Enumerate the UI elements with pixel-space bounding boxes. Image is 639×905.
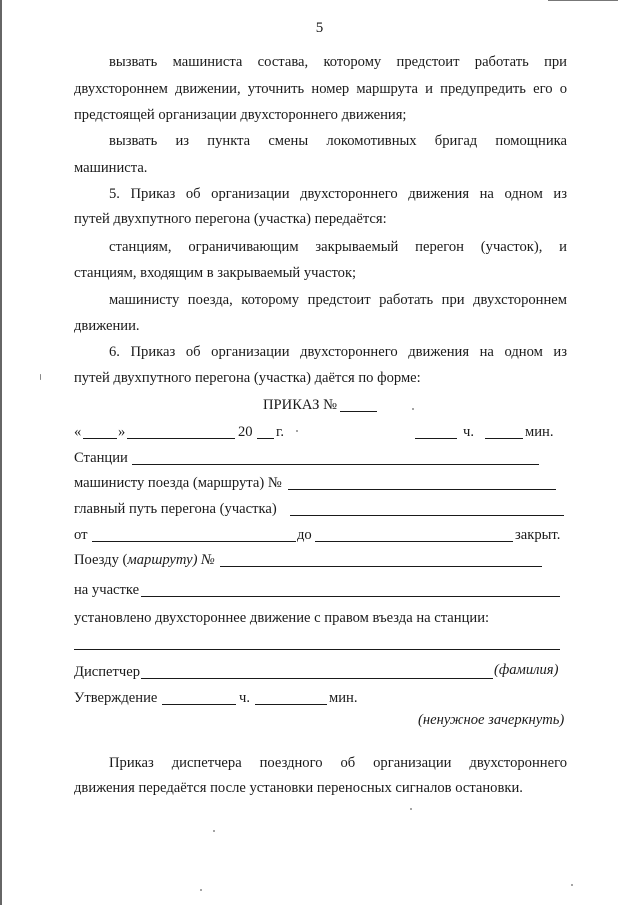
- scan-speck: [571, 884, 573, 886]
- train-blank: [220, 566, 542, 567]
- paragraph-line: путей двухпутного перегона (участка) даётся по форме:: [74, 370, 421, 386]
- main-track-blank: [290, 515, 564, 516]
- main-track-label: главный путь перегона (участка): [74, 501, 277, 517]
- strike-note: (ненужное зачеркнуть): [418, 712, 565, 728]
- approval-label: Утверждение: [74, 690, 158, 706]
- stations-label: Станции: [74, 450, 128, 466]
- paragraph-line: двухстороннем движении, уточнить номер маршрута и предупредить его о: [74, 81, 567, 97]
- from-blank: [92, 541, 296, 542]
- scan-speck: [410, 808, 412, 810]
- paragraph-line: движении.: [74, 318, 140, 334]
- order-number-blank: [340, 411, 377, 412]
- year-blank: [257, 438, 274, 439]
- approval-minutes-label: мин.: [329, 690, 358, 706]
- scan-speck: [200, 889, 202, 891]
- closing-line: Приказ диспетчера поездного об организации двухстороннего: [109, 755, 567, 771]
- day-blank: [83, 438, 117, 439]
- minutes-blank: [485, 438, 523, 439]
- train-label: [74, 551, 215, 569]
- scan-speck: [296, 430, 298, 432]
- train-label-prefix: Поезду (: [74, 552, 128, 568]
- paragraph-line: машинисту поезда, которому предстоит работать при двухстороннем: [109, 292, 567, 308]
- train-label-italic: маршруту) №: [127, 552, 215, 568]
- page-number: 5: [315, 20, 324, 36]
- dispatcher-blank: [141, 678, 493, 679]
- driver-label: машинисту поезда (маршрута) №: [74, 475, 282, 491]
- paragraph-line: 6. Приказ об организации двухстороннего движения на одном из: [109, 344, 567, 360]
- scan-speck: [40, 374, 41, 380]
- closed-label: закрыт.: [515, 527, 561, 543]
- hours-label: ч.: [463, 424, 474, 440]
- year-prefix: 20: [238, 424, 253, 440]
- paragraph-line: станциям, ограничивающим закрываемый перегон (участок), и: [109, 239, 567, 255]
- stations-blank: [132, 464, 539, 465]
- to-blank: [315, 541, 513, 542]
- section-blank: [141, 596, 560, 597]
- month-blank: [127, 438, 235, 439]
- date-open-quote: «: [74, 424, 82, 440]
- year-suffix: г.: [276, 424, 284, 440]
- paragraph-line: вызвать машиниста состава, которому предстоит работать при: [109, 54, 567, 70]
- paragraph-line: путей двухпутного перегона (участка) передаётся:: [74, 211, 387, 227]
- approval-hours-label: ч.: [239, 690, 250, 706]
- approval-minutes-blank: [255, 704, 327, 705]
- established-text: установлено двухстороннее движение с правом въезда на станции:: [74, 610, 490, 626]
- date-close-quote: »: [118, 424, 126, 440]
- to-label: до: [297, 527, 312, 543]
- scan-speck: [213, 830, 215, 832]
- closing-line: движения передаётся после установки переносных сигналов остановки.: [74, 780, 523, 796]
- approval-hours-blank: [162, 704, 236, 705]
- paragraph-line: 5. Приказ об организации двухстороннего движения на одном из: [109, 186, 567, 202]
- from-label: от: [74, 527, 88, 543]
- paragraph-line: станциям, входящим в закрываемый участок;: [74, 265, 357, 281]
- scan-edge-left: [0, 0, 2, 905]
- form-title: ПРИКАЗ №: [263, 397, 337, 413]
- stations-entry-blank: [74, 649, 560, 650]
- surname-label: (фамилия): [494, 662, 559, 678]
- paragraph-line: машиниста.: [74, 160, 148, 176]
- driver-blank: [288, 489, 556, 490]
- dispatcher-label: Диспетчер: [74, 664, 141, 680]
- hours-blank: [415, 438, 457, 439]
- scan-edge-top: [548, 0, 618, 1]
- scan-speck: [412, 408, 414, 410]
- section-label: на участке: [74, 582, 140, 598]
- paragraph-line: предстоящей организации двухстороннего движения;: [74, 107, 407, 123]
- paragraph-line: вызвать из пункта смены локомотивных бригад помощника: [109, 133, 567, 149]
- minutes-label: мин.: [525, 424, 554, 440]
